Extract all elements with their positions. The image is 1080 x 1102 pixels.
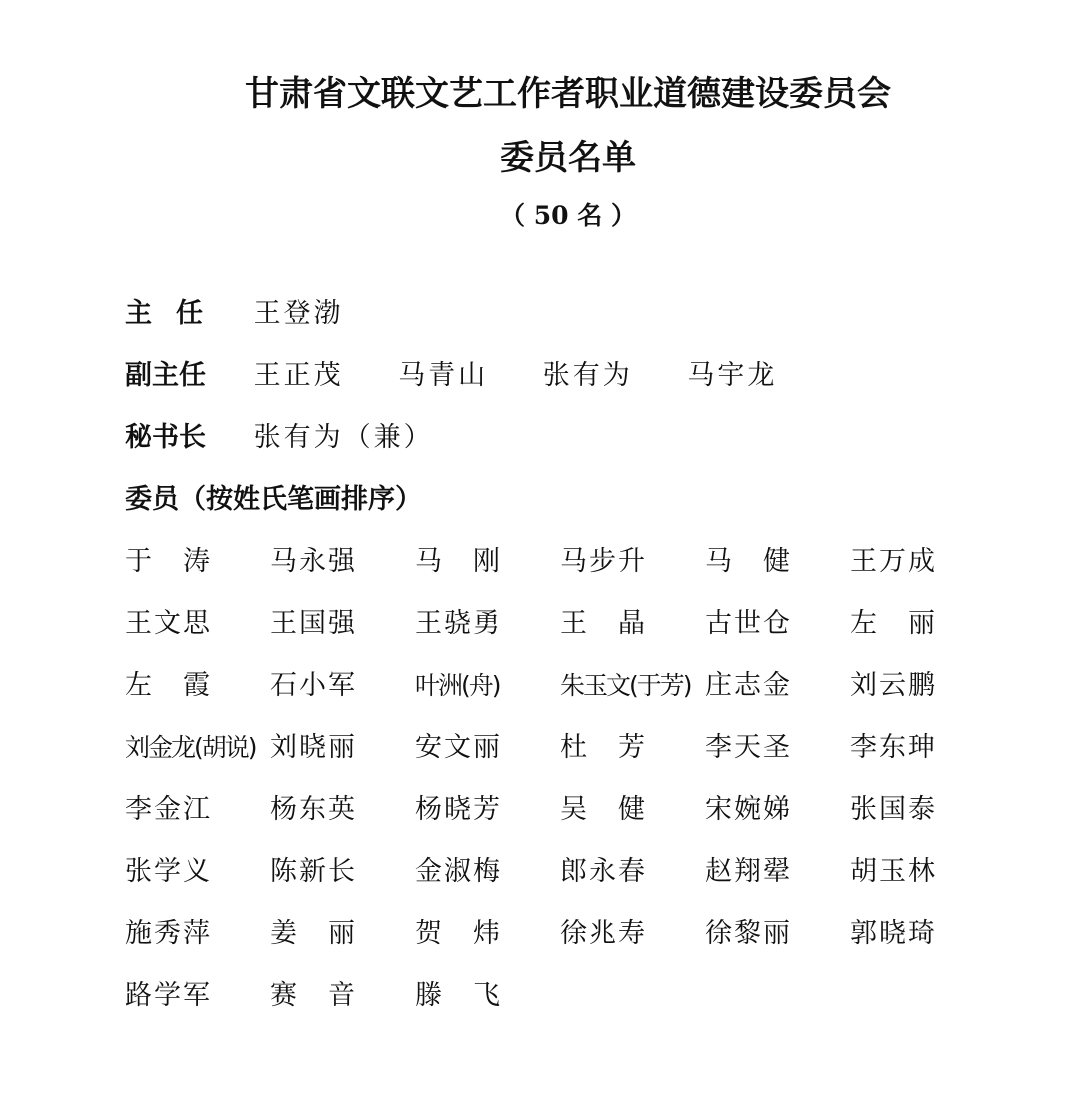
member-name: 左 霞 <box>125 670 212 701</box>
member-name: 庄志金 <box>705 670 792 701</box>
member-name: 王国强 <box>270 608 357 639</box>
member-name: 杜 芳 <box>560 732 647 763</box>
deputy-director-name: 王正茂 <box>253 360 344 391</box>
member-name: 路学军 <box>125 980 212 1011</box>
member-name: 王万成 <box>850 546 937 577</box>
secretary-general-row <box>125 418 434 458</box>
member-name: 朱玉文(于芳) <box>560 671 691 700</box>
member-name: 刘晓丽 <box>270 732 357 763</box>
deputy-director-name: 马宇龙 <box>687 360 778 391</box>
member-name: 赛 音 <box>270 980 357 1011</box>
member-name: 王 晶 <box>560 608 647 639</box>
member-name: 姜 丽 <box>270 918 357 949</box>
secretary-general-name: 张有为（兼） <box>253 422 434 453</box>
director-name: 王登渤 <box>253 298 344 329</box>
member-name: 张国泰 <box>850 794 937 825</box>
member-name: 郎永春 <box>560 856 647 887</box>
member-name: 徐黎丽 <box>705 918 792 949</box>
member-name: 赵翔翚 <box>705 856 792 887</box>
member-name: 李金江 <box>125 794 212 825</box>
member-name: 金淑梅 <box>415 856 502 887</box>
member-name: 刘金龙(胡说) <box>125 733 256 762</box>
deputy-directors-row <box>125 356 823 396</box>
document-title: 甘肃省文联文艺工作者职业道德建设委员会 <box>245 74 891 114</box>
member-name: 叶洲(舟) <box>415 671 500 700</box>
member-name: 左 丽 <box>850 608 937 639</box>
member-count: （ 50 名 ） <box>500 201 636 230</box>
member-name: 马 健 <box>705 546 792 577</box>
member-name: 石小军 <box>270 670 357 701</box>
member-name: 安文丽 <box>415 732 502 763</box>
member-name: 李天圣 <box>705 732 792 763</box>
member-name: 刘云鹏 <box>850 670 937 701</box>
member-name: 宋婉娣 <box>705 794 792 825</box>
members-heading: 委员（按姓氏笔画排序） <box>125 484 422 515</box>
member-name: 王文思 <box>125 608 212 639</box>
member-name: 马 刚 <box>415 546 502 577</box>
member-name: 陈新长 <box>270 856 357 887</box>
member-name: 吴 健 <box>560 794 647 825</box>
member-name: 郭晓琦 <box>850 918 937 949</box>
secretary-general-label: 秘书长 <box>125 422 206 453</box>
director-row <box>125 294 390 334</box>
member-name: 马步升 <box>560 546 647 577</box>
member-name: 王骁勇 <box>415 608 502 639</box>
member-name: 马永强 <box>270 546 357 577</box>
member-name: 滕 飞 <box>415 980 502 1011</box>
deputy-directors-label: 副主任 <box>125 360 206 391</box>
member-name: 古世仓 <box>705 608 792 639</box>
member-name: 徐兆寿 <box>560 918 647 949</box>
deputy-director-name: 张有为 <box>542 360 633 391</box>
member-name: 杨东英 <box>270 794 357 825</box>
member-name: 贺 炜 <box>415 918 502 949</box>
director-label: 主任 <box>125 298 227 329</box>
member-name: 李东珅 <box>850 732 937 763</box>
member-name: 于 涛 <box>125 546 212 577</box>
document-subtitle: 委员名单 <box>500 138 636 178</box>
member-name: 张学义 <box>125 856 212 887</box>
deputy-director-name: 马青山 <box>398 360 489 391</box>
member-name: 杨晓芳 <box>415 794 502 825</box>
member-name: 施秀萍 <box>125 918 212 949</box>
member-name: 胡玉林 <box>850 856 937 887</box>
